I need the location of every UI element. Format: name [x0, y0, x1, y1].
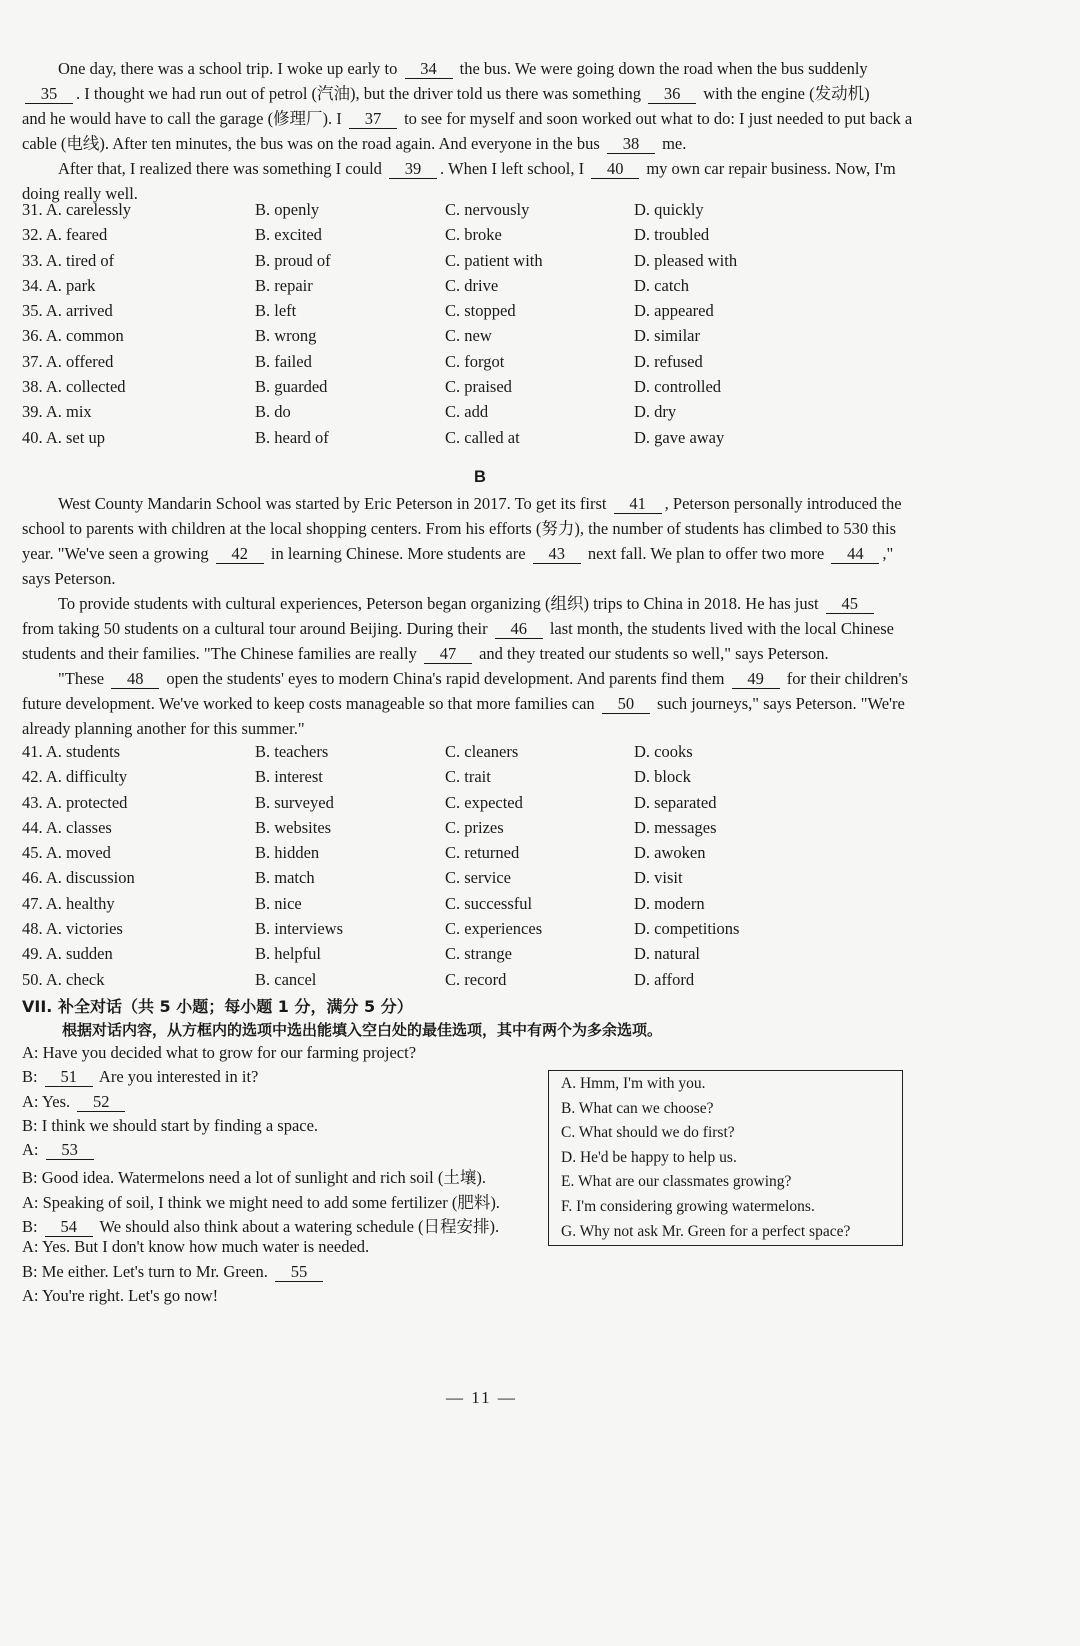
text-run: the bus. We were going down the road when the bus suddenly [455, 59, 868, 78]
option-row [22, 944, 942, 969]
options-a [22, 200, 942, 453]
answer-blank: 48 [111, 670, 159, 689]
dialog-line [22, 1213, 542, 1237]
text-line [22, 691, 942, 716]
option-d: D. natural [634, 944, 700, 964]
dialog-line [22, 1286, 542, 1310]
answer-blank: 39 [389, 160, 437, 179]
text-run: doing really well. [22, 184, 138, 203]
option-row [22, 276, 942, 301]
passage-b-p1 [22, 491, 942, 591]
option-b: B. heard of [255, 427, 329, 447]
option-b: B. wrong [255, 326, 317, 346]
option-row [22, 919, 942, 944]
dialog-line [22, 1043, 542, 1067]
option-c: C. praised [445, 377, 512, 397]
text-run: A: You're right. Let's go now! [22, 1285, 219, 1305]
dialog-line [22, 1116, 542, 1140]
option-b: B. interviews [255, 919, 343, 939]
answer-blank: 47 [424, 645, 472, 664]
dialog-line [22, 1092, 542, 1116]
option-c: C. record [445, 969, 507, 989]
option-b: B. surveyed [255, 792, 334, 812]
text-run: , Peterson personally introduced the [664, 494, 902, 513]
option-d: D. visit [634, 868, 683, 888]
option-b: B. do [255, 402, 291, 422]
answer-blank: 42 [216, 545, 264, 564]
dialog-line [22, 1189, 542, 1213]
passage-b-p3 [22, 666, 942, 741]
text-run: my own car repair business. Now, I'm [642, 159, 896, 178]
option-d: D. catch [634, 275, 689, 295]
text-run: After that, I realized there was something I could [58, 159, 387, 178]
option-a: 40. A. set up [22, 427, 105, 447]
text-run: says Peterson. [22, 569, 116, 588]
text-run: One day, there was a school trip. I woke up early to [58, 59, 402, 78]
text-run: B: I think we should start by finding a space. [22, 1115, 319, 1135]
text-run: from taking 50 students on a cultural tour around Beijing. During their [22, 619, 492, 638]
text-run: with the engine (发动机) [699, 84, 870, 103]
text-run: such journeys," says Peterson. "We're [652, 694, 905, 713]
option-c: C. nervously [445, 200, 530, 219]
text-run: cable (电线). After ten minutes, the bus was on the road again. And everyone in the bus [22, 134, 604, 153]
option-row [22, 793, 942, 818]
option-c: C. stopped [445, 301, 516, 321]
answer-blank: 52 [77, 1093, 125, 1112]
text-run: B: [22, 1217, 42, 1237]
option-row [22, 742, 942, 767]
box-option: C. What should we do first? [561, 1124, 735, 1142]
answer-blank: 50 [602, 695, 650, 714]
option-c: C. called at [445, 427, 520, 447]
text-line [22, 591, 942, 616]
option-a: 38. A. collected [22, 377, 126, 397]
option-d: D. refused [634, 351, 703, 371]
box-option: F. I'm considering growing watermelons. [561, 1197, 815, 1215]
option-b: B. left [255, 301, 297, 321]
text-run: A: [22, 1140, 43, 1160]
option-b: B. repair [255, 275, 313, 295]
option-c: C. broke [445, 225, 502, 245]
text-run: future development. We've worked to keep costs manageable so that more families can [22, 694, 599, 713]
text-line [22, 541, 942, 566]
option-d: D. similar [634, 326, 700, 346]
passage-a [22, 56, 942, 206]
option-row [22, 251, 942, 276]
option-b: B. hidden [255, 843, 320, 863]
option-row [22, 843, 942, 868]
text-run: . I thought we had run out of petrol (汽油), but the driver told us there was something [76, 84, 646, 103]
text-run: "These [58, 669, 109, 688]
text-run: open the students' eyes to modern China's rapid development. And parents find them [162, 669, 729, 688]
option-b: B. openly [255, 200, 320, 219]
page-number: — 11 — [446, 1388, 517, 1407]
box-option: D. He'd be happy to help us. [561, 1148, 737, 1166]
option-d: D. modern [634, 893, 705, 913]
option-a: 49. A. sudden [22, 944, 113, 964]
option-row [22, 818, 942, 843]
answer-blank: 45 [826, 595, 874, 614]
option-a: 37. A. offered [22, 351, 114, 371]
option-d: D. gave away [634, 427, 725, 447]
text-line [22, 56, 942, 81]
option-d: D. afford [634, 969, 695, 989]
text-run: next fall. We plan to offer two more [583, 544, 829, 563]
option-c: C. returned [445, 843, 520, 863]
answer-blank: 37 [349, 110, 397, 129]
text-line [22, 81, 942, 106]
text-run: already planning another for this summer." [22, 719, 305, 738]
option-row [22, 301, 942, 326]
answer-blank: 46 [495, 620, 543, 639]
dialog-line [22, 1140, 542, 1164]
text-line [22, 106, 942, 131]
option-d: D. pleased with [634, 250, 738, 270]
option-b: B. interest [255, 767, 323, 787]
text-line [22, 491, 942, 516]
answer-blank: 41 [614, 495, 662, 514]
text-run: for their children's [782, 669, 908, 688]
text-run: B: Good idea. Watermelons need a lot of sunlight and rich soil (土壤). [22, 1168, 486, 1188]
text-run: me. [657, 134, 687, 153]
text-run: We should also think about a watering schedule (日程安排). [95, 1217, 500, 1237]
text-run: B: Me either. Let's turn to Mr. Green. [22, 1261, 272, 1281]
option-d: D. cooks [634, 742, 693, 761]
option-a: 50. A. check [22, 969, 105, 989]
text-run: . When I left school, I [440, 159, 589, 178]
text-line [22, 616, 942, 641]
section-7-title: VII. 补全对话（共 5 小题；每小题 1 分，满分 5 分） [22, 997, 413, 1016]
option-row [22, 326, 942, 351]
option-d: D. quickly [634, 200, 704, 219]
text-run: year. "We've seen a growing [22, 544, 213, 563]
option-a: 36. A. common [22, 326, 124, 346]
option-b: B. nice [255, 893, 302, 913]
answer-blank: 35 [25, 85, 73, 104]
option-c: C. new [445, 326, 492, 346]
option-a: 33. A. tired of [22, 250, 115, 270]
text-line [22, 716, 942, 741]
box-option: G. Why not ask Mr. Green for a perfect space? [561, 1222, 851, 1240]
option-row [22, 225, 942, 250]
option-a: 44. A. classes [22, 817, 112, 837]
option-row [22, 352, 942, 377]
option-b: B. teachers [255, 742, 329, 761]
text-run: last month, the students lived with the local Chinese [545, 619, 894, 638]
option-a: 31. A. carelessly [22, 200, 132, 219]
dialog-line [22, 1262, 542, 1286]
text-run: school to parents with children at the local shopping centers. From his efforts (努力), the number of students has climbed to 530 this [22, 519, 897, 538]
option-a: 42. A. difficulty [22, 767, 128, 787]
answer-blank: 49 [732, 670, 780, 689]
text-run: and they treated our students so well," says Peterson. [474, 644, 829, 663]
text-run: West County Mandarin School was started by Eric Peterson in 2017. To get its first [58, 494, 611, 513]
answer-blank: 38 [607, 135, 655, 154]
option-a: 43. A. protected [22, 792, 128, 812]
answer-blank: 40 [591, 160, 639, 179]
option-row [22, 377, 942, 402]
option-c: C. strange [445, 944, 512, 964]
section-b-label: B [474, 468, 486, 486]
option-row [22, 868, 942, 893]
option-c: C. add [445, 402, 489, 422]
text-run: To provide students with cultural experiences, Peterson began organizing (组织) trips to China in 2018. He has just [58, 594, 823, 613]
box-option: A. Hmm, I'm with you. [561, 1075, 706, 1092]
option-a: 35. A. arrived [22, 301, 113, 321]
passage-b-p2 [22, 591, 942, 666]
options-box [548, 1070, 903, 1246]
option-a: 48. A. victories [22, 919, 123, 939]
answer-blank: 34 [405, 60, 453, 79]
option-b: B. failed [255, 351, 312, 371]
option-d: D. controlled [634, 377, 722, 397]
option-b: B. helpful [255, 944, 321, 964]
option-d: D. awoken [634, 843, 706, 863]
dialog [22, 1043, 542, 1310]
option-b: B. proud of [255, 250, 331, 270]
option-a: 47. A. healthy [22, 893, 115, 913]
option-row [22, 970, 942, 995]
dialog-line [22, 1237, 542, 1261]
option-b: B. guarded [255, 377, 328, 397]
option-c: C. cleaners [445, 742, 519, 761]
option-row [22, 402, 942, 427]
answer-blank: 51 [45, 1068, 93, 1087]
text-run: B: [22, 1067, 42, 1087]
text-line [22, 156, 942, 181]
dialog-line [22, 1164, 542, 1188]
option-d: D. appeared [634, 301, 714, 321]
answer-blank: 55 [275, 1263, 323, 1282]
option-c: C. prizes [445, 817, 504, 837]
box-option: E. What are our classmates growing? [561, 1173, 792, 1191]
option-b: B. match [255, 868, 315, 888]
text-run: A: Have you decided what to grow for our farming project? [22, 1043, 417, 1062]
option-a: 39. A. mix [22, 402, 92, 422]
answer-blank: 36 [648, 85, 696, 104]
text-run: students and their families. "The Chinese families are really [22, 644, 421, 663]
option-a: 34. A. park [22, 275, 96, 295]
option-row [22, 200, 942, 225]
option-c: C. trait [445, 767, 491, 787]
option-c: C. drive [445, 275, 499, 295]
option-b: B. websites [255, 817, 332, 837]
option-c: C. experiences [445, 919, 543, 939]
answer-blank: 54 [45, 1218, 93, 1237]
text-line [22, 516, 942, 541]
option-c: C. expected [445, 792, 523, 812]
text-line [22, 666, 942, 691]
answer-blank: 43 [533, 545, 581, 564]
text-run: to see for myself and soon worked out what to do: I just needed to put back a [399, 109, 913, 128]
option-a: 32. A. feared [22, 225, 108, 245]
option-d: D. dry [634, 402, 677, 422]
option-row [22, 894, 942, 919]
text-run: ," [882, 544, 894, 563]
option-a: 45. A. moved [22, 843, 111, 863]
text-run: A: Yes. [22, 1091, 75, 1111]
option-c: C. successful [445, 893, 533, 913]
text-run: A: Speaking of soil, I think we might need to add some fertilizer (肥料). [22, 1192, 500, 1212]
answer-blank: 53 [46, 1141, 94, 1160]
option-b: B. excited [255, 225, 322, 245]
text-run: Are you interested in it? [95, 1067, 259, 1087]
text-run: in learning Chinese. More students are [266, 544, 530, 563]
section-7-instruction: 根据对话内容，从方框内的选项中选出能填入空白处的最佳选项，其中有两个为多余选项。 [62, 1021, 663, 1039]
option-row [22, 767, 942, 792]
option-c: C. forgot [445, 351, 505, 371]
option-row [22, 428, 942, 453]
option-d: D. competitions [634, 919, 740, 939]
text-run: A: Yes. But I don't know how much water is needed. [22, 1237, 370, 1257]
dialog-line [22, 1067, 542, 1091]
answer-blank: 44 [831, 545, 879, 564]
option-c: C. patient with [445, 250, 543, 270]
text-run: and he would have to call the garage (修理厂). I [22, 109, 346, 128]
options-b [22, 742, 942, 995]
option-a: 46. A. discussion [22, 868, 135, 888]
option-d: D. separated [634, 792, 717, 812]
text-line [22, 566, 942, 591]
option-d: D. messages [634, 817, 717, 837]
text-line [22, 641, 942, 666]
option-a: 41. A. students [22, 742, 121, 761]
option-d: D. troubled [634, 225, 710, 245]
option-b: B. cancel [255, 969, 317, 989]
option-d: D. block [634, 767, 691, 787]
option-c: C. service [445, 868, 511, 888]
text-line [22, 131, 942, 156]
box-option: B. What can we choose? [561, 1099, 714, 1117]
